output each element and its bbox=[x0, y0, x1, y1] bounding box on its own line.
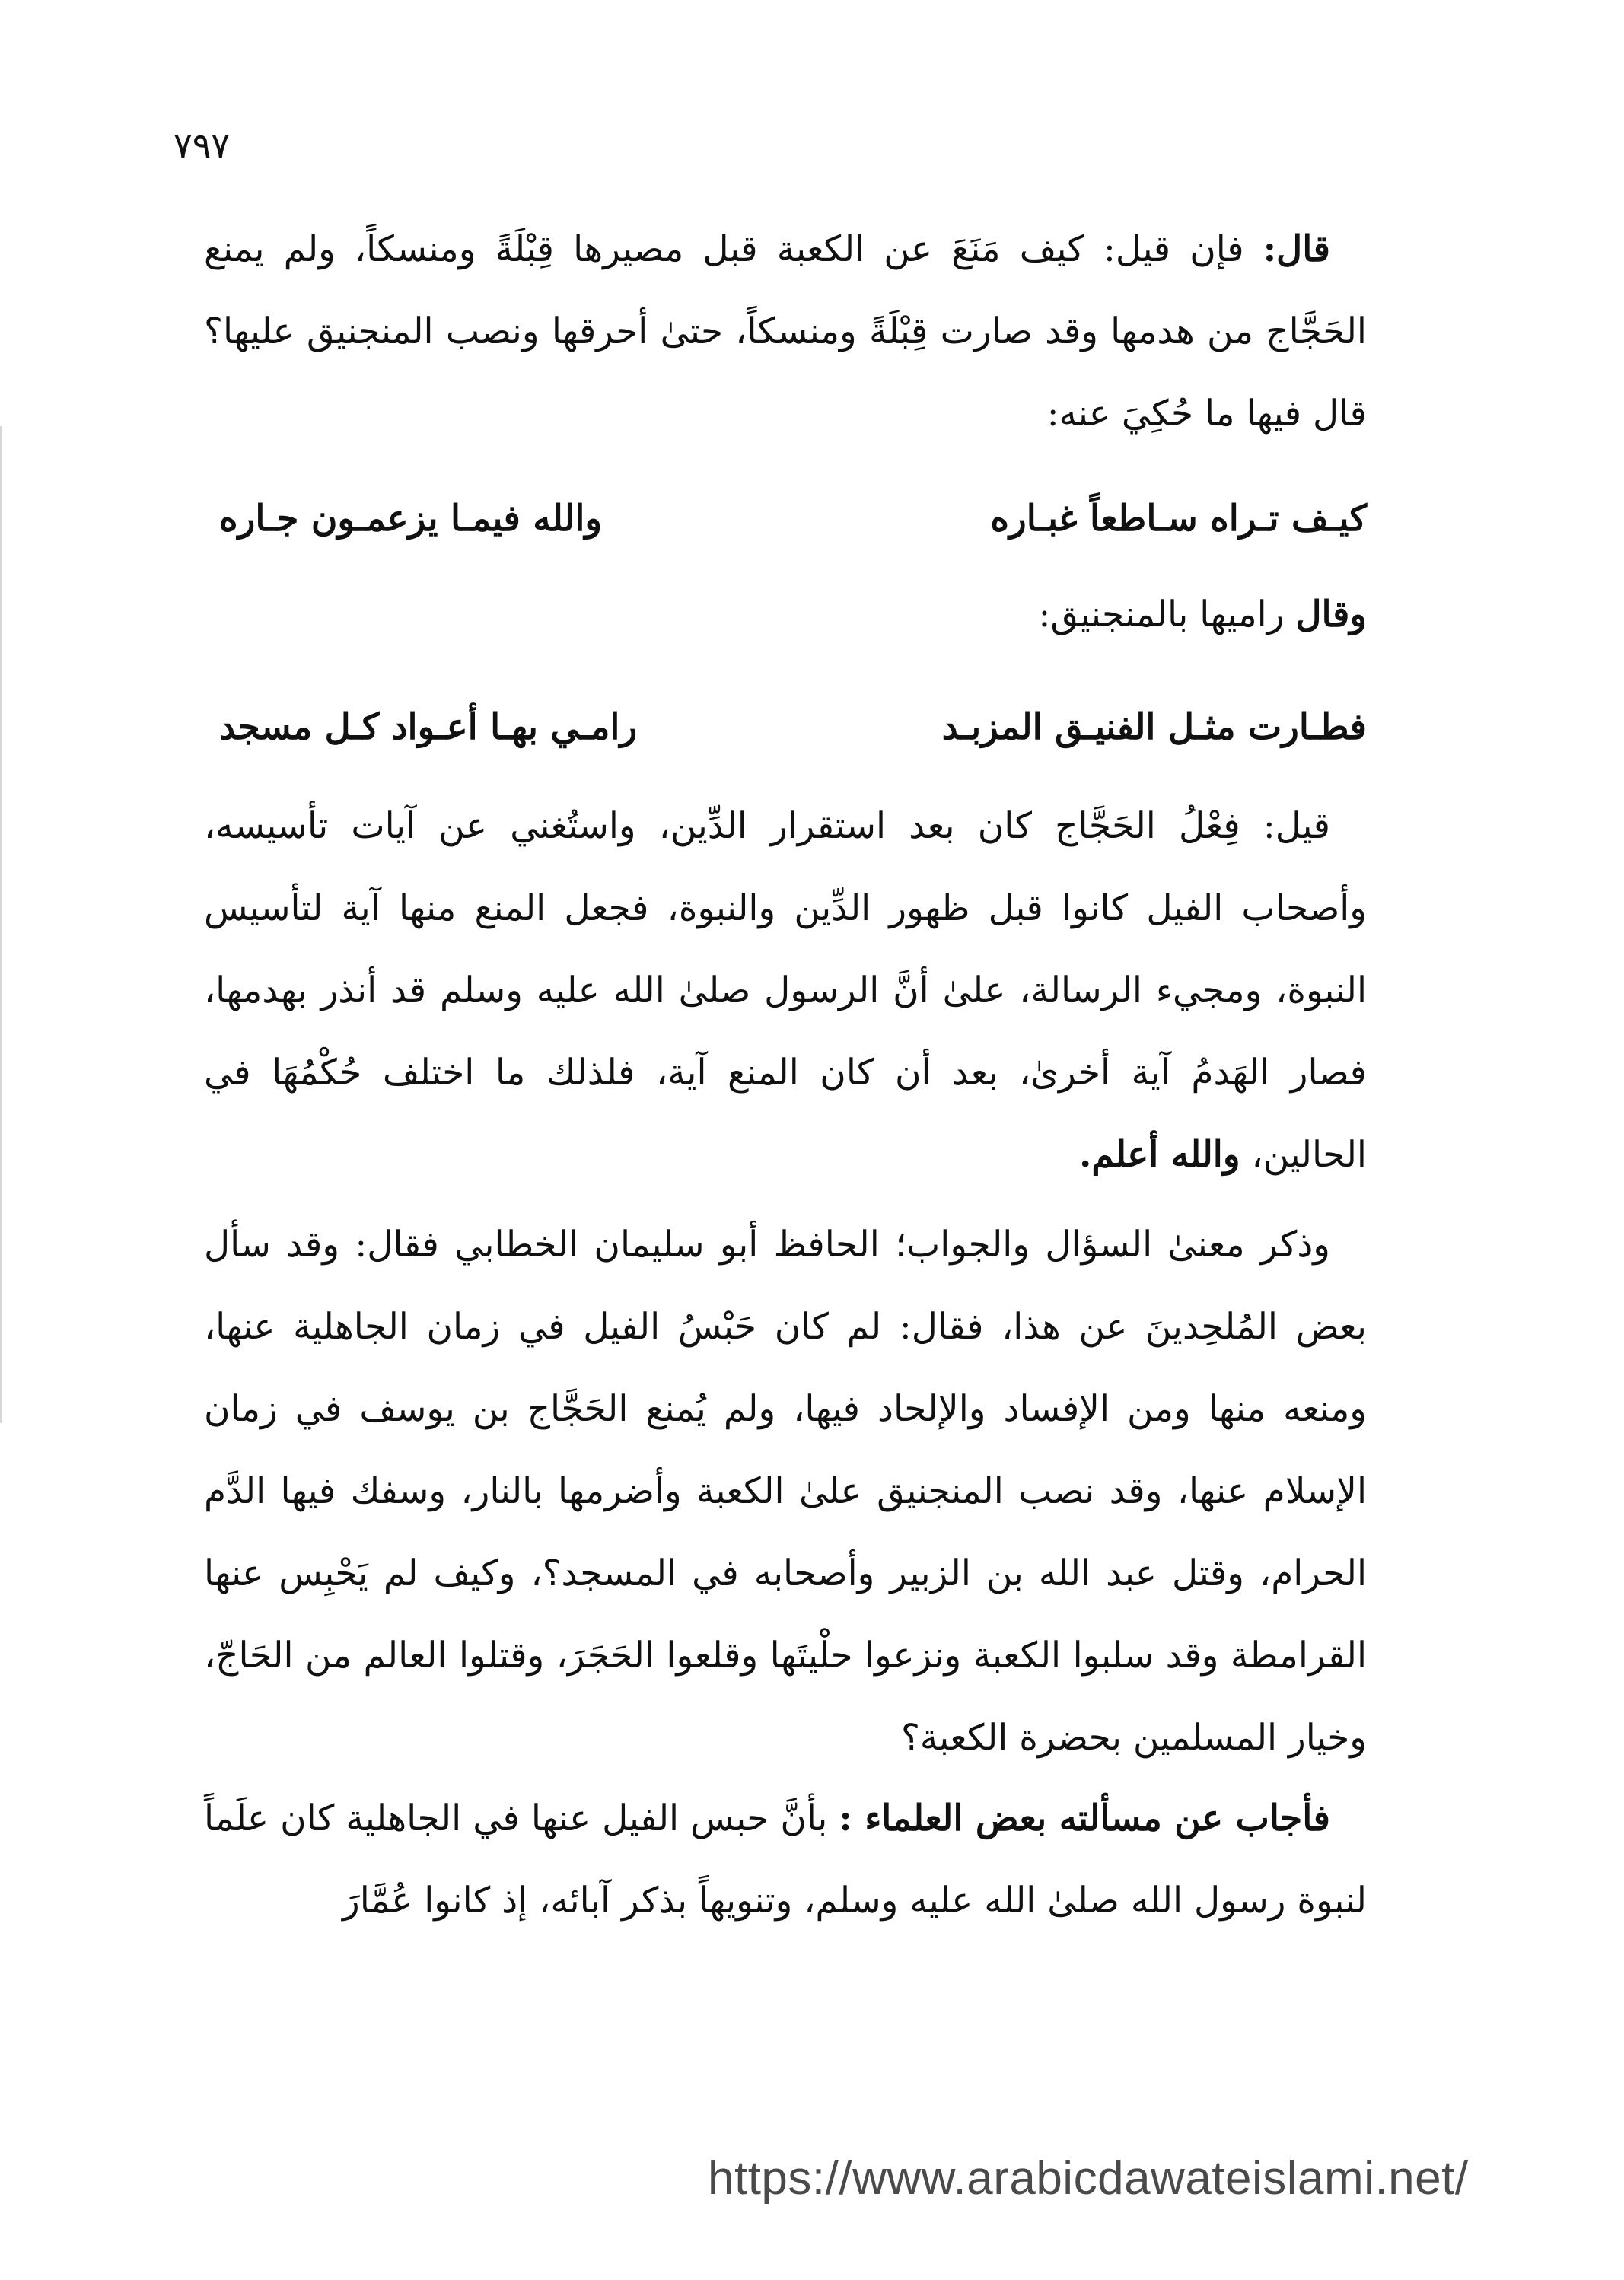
verse-intro-lead: وقال bbox=[1295, 594, 1367, 635]
paragraph-reply bbox=[204, 1778, 1367, 1942]
verse-hemistich-left: رامـي بهـا أعـواد كـل مسجد bbox=[219, 706, 638, 748]
poem-verse-2 bbox=[204, 705, 1367, 750]
paragraph-text: فإن قيل: كيف مَنَعَ عن الكعبة قبل مصيرها قِبْلَةً ومنسكاً، ولم يمنع الحَجَّاج من هدمها وقد صارت قِبْلَةً ومنسكاً، حتىٰ أحرقها ونصب المنجنيق عليها؟ قال فيها ما حُكِيَ عنه: bbox=[204, 228, 1367, 435]
paragraph-answer bbox=[204, 785, 1367, 1196]
paragraph-question bbox=[204, 209, 1367, 455]
paragraph-khattabi bbox=[204, 1204, 1367, 1779]
watermark-url: https://www.arabicdawateislami.net/ bbox=[708, 2152, 1469, 2205]
paragraph-text: بأنَّ حبس الفيل عنها في الجاهلية كان علَماً لنبوة رسول الله صلىٰ الله عليه وسلم، وتنويهاً بذكر آبائه، إذ كانوا عُمَّارَ bbox=[204, 1798, 1367, 1922]
paragraph-text: قيل: فِعْلُ الحَجَّاج كان بعد استقرار الدِّين، واستُغني عن آيات تأسيسه، وأصحاب الفيل كانوا قبل ظهور الدِّين والنبوة، فجعل المنع منها آية لتأسيس النبوة، ومجيء الرسالة، علىٰ أنَّ الرسول صلىٰ الله عليه وسلم قد أنذر بهدمها، فصار الهَدمُ آية أخرىٰ، بعد أن كان المنع آية، فلذلك ما اختلف حُكْمُهَا في الحالين، bbox=[204, 805, 1367, 1176]
verse-intro-text: راميها بالمنجنيق: bbox=[1038, 594, 1285, 635]
poem-verse-1 bbox=[204, 496, 1367, 542]
paragraph-text: وذكر معنىٰ السؤال والجواب؛ الحافظ أبو سليمان الخطابي فقال: وقد سأل بعض المُلحِدينَ عن هذا، فقال: لم كان حَبْسُ الفيل في زمان الجاهلية عنها، ومنعه منها ومن الإفساد والإلحاد فيها، ولم يُمنع الحَجَّاج بن يوسف في زمان الإسلام عنها، وقد نصب المنجنيق علىٰ الكعبة وأضرمها بالنار، وسفك فيها الدَّم الحرام، وقتل عبد الله بن الزبير وأصحابه في المسجد؟، وكيف لم يَحْبِس عنها القرامطة وقد سلبوا الكعبة ونزعوا حلْيتَها وقلعوا الحَجَرَ، وقتلوا العالم من الحَاجّ، وخيار المسلمين بحضرة الكعبة؟ bbox=[204, 1224, 1367, 1759]
paragraph-lead: فأجاب عن مسألته بعض العلماء : bbox=[839, 1798, 1330, 1839]
page-number: ٧٩٧ bbox=[174, 125, 231, 166]
verse-hemistich-right: كيـف تـراه سـاطعاً غبـاره bbox=[990, 498, 1367, 540]
verse-hemistich-right: فطـارت مثـل الفنيـق المزبـد bbox=[941, 706, 1367, 748]
paragraph-closing: والله أعلم. bbox=[1079, 1134, 1240, 1176]
scan-edge-line bbox=[0, 426, 2, 1423]
verse-intro bbox=[1039, 592, 1367, 638]
verse-hemistich-left: والله فيمـا يزعمـون جـاره bbox=[219, 498, 603, 540]
paragraph-lead: قال: bbox=[1263, 228, 1330, 270]
